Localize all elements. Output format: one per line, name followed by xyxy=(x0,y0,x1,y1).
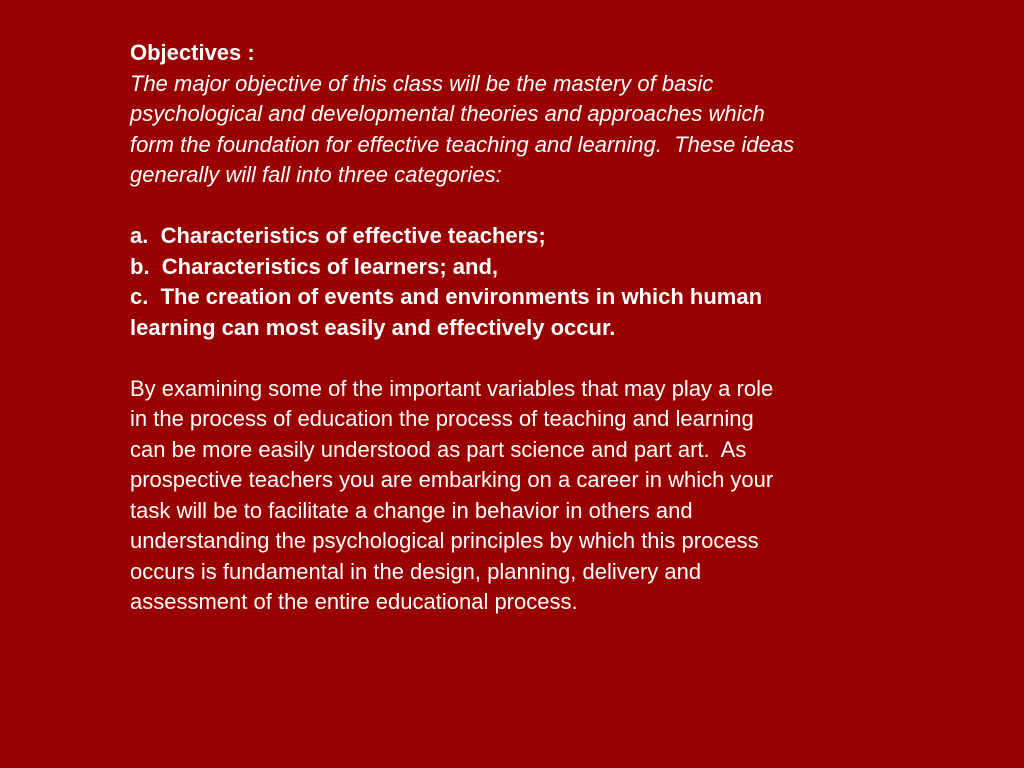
paragraph-line: occurs is fundamental in the design, planning, delivery and xyxy=(130,558,702,584)
paragraph-line: understanding the psychological principles by which this process xyxy=(130,528,759,553)
intro-line: form the foundation for effective teaching and learning. These ideas xyxy=(130,131,795,157)
paragraph-line: can be more easily understood as part science and part art. As xyxy=(130,436,747,462)
paragraph-line: By examining some of the important variables that may play a role xyxy=(130,375,774,401)
spacer xyxy=(130,343,930,374)
paragraph-line: task will be to facilitate a change in behavior in others and xyxy=(130,497,693,523)
category-item-b: b. Characteristics of learners; and, xyxy=(130,253,499,279)
paragraph-line: prospective teachers you are embarking on a career in which your xyxy=(130,467,774,492)
category-item-a: a. Characteristics of effective teachers; xyxy=(130,223,546,248)
objectives-heading: Objectives : xyxy=(130,40,255,65)
paragraph-line: in the process of education the process of teaching and learning xyxy=(130,406,754,431)
spacer xyxy=(130,191,930,222)
paragraph-line: assessment of the entire educational process. xyxy=(130,589,578,614)
objectives-text-block xyxy=(130,38,930,618)
intro-line: generally will fall into three categories: xyxy=(130,162,502,187)
intro-line: The major objective of this class will be the mastery of basic xyxy=(130,70,714,96)
category-item-c: c. The creation of events and environments in which human xyxy=(130,284,763,309)
category-item-c-continued: learning can most easily and effectively occur. xyxy=(130,314,616,340)
intro-line: psychological and developmental theories and approaches which xyxy=(130,101,765,126)
